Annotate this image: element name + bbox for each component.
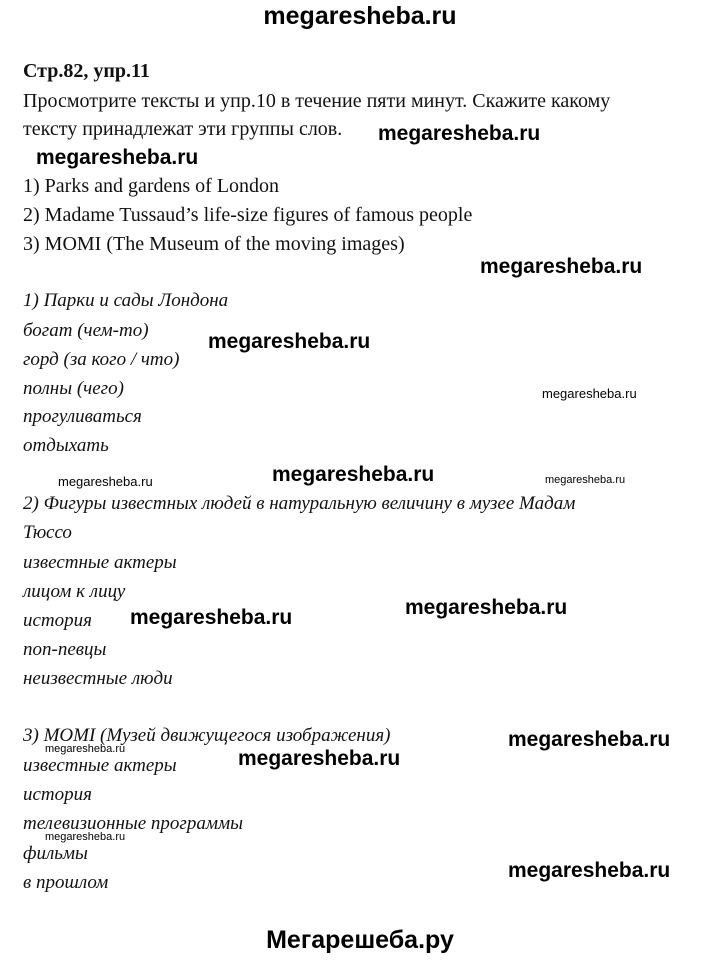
answer-word: горд (за кого / что) (23, 349, 180, 370)
watermark: megaresheba.ru (545, 474, 626, 486)
english-item: 3) MOMI (The Museum of the moving images) (23, 233, 405, 255)
watermark: megaresheba.ru (130, 606, 293, 629)
answer-word: лицом к лицу (23, 581, 126, 602)
watermark-bottom: Мегарешеба.ру (266, 926, 454, 954)
answer-word: фильмы (23, 843, 88, 864)
watermark: megaresheba.ru (208, 330, 371, 353)
answer-group-title: Тюссо (23, 522, 72, 543)
answer-word: телевизионные программы (23, 813, 243, 834)
watermark: megaresheba.ru (378, 122, 541, 145)
watermark: megaresheba.ru (542, 386, 637, 401)
answer-word: история (23, 784, 92, 805)
watermark: megaresheba.ru (508, 859, 671, 882)
answer-word: прогуливаться (23, 406, 142, 427)
watermark: megaresheba.ru (238, 747, 401, 770)
exercise-heading: Стр.82, упр.11 (23, 60, 150, 82)
answer-group-title: 2) Фигуры известных людей в натуральную величину в музее Мадам (23, 493, 576, 514)
answer-word: неизвестные люди (23, 668, 173, 689)
answer-word: полны (чего) (23, 378, 124, 399)
answer-word: известные актеры (23, 755, 177, 776)
watermark: megaresheba.ru (36, 146, 199, 169)
english-item: 2) Madame Tussaud’s life-size figures of famous people (23, 204, 473, 226)
watermark: megaresheba.ru (45, 831, 126, 843)
english-item: 1) Parks and gardens of London (23, 175, 280, 197)
answer-word: история (23, 610, 92, 631)
watermark: megaresheba.ru (480, 255, 643, 278)
instruction-line: Просмотрите тексты и упр.10 в течение пяти минут. Скажите какому (23, 90, 611, 112)
watermark: megaresheba.ru (58, 474, 153, 489)
watermark: megaresheba.ru (508, 728, 671, 751)
watermark-top: megaresheba.ru (263, 2, 457, 30)
answer-word: известные актеры (23, 552, 177, 573)
answer-word: отдыхать (23, 435, 109, 456)
instruction-line: тексту принадлежат эти группы слов. (23, 118, 343, 140)
watermark: megaresheba.ru (272, 463, 435, 486)
answer-word: поп-певцы (23, 639, 107, 660)
watermark: megaresheba.ru (45, 743, 126, 755)
answer-group-title: 3) MOMI (Музей движущегося изображения) (23, 725, 391, 746)
answer-word: богат (чем-то) (23, 320, 149, 341)
watermark: megaresheba.ru (405, 596, 568, 619)
answer-group-title: 1) Парки и сады Лондона (23, 290, 229, 311)
answer-word: в прошлом (23, 872, 109, 893)
